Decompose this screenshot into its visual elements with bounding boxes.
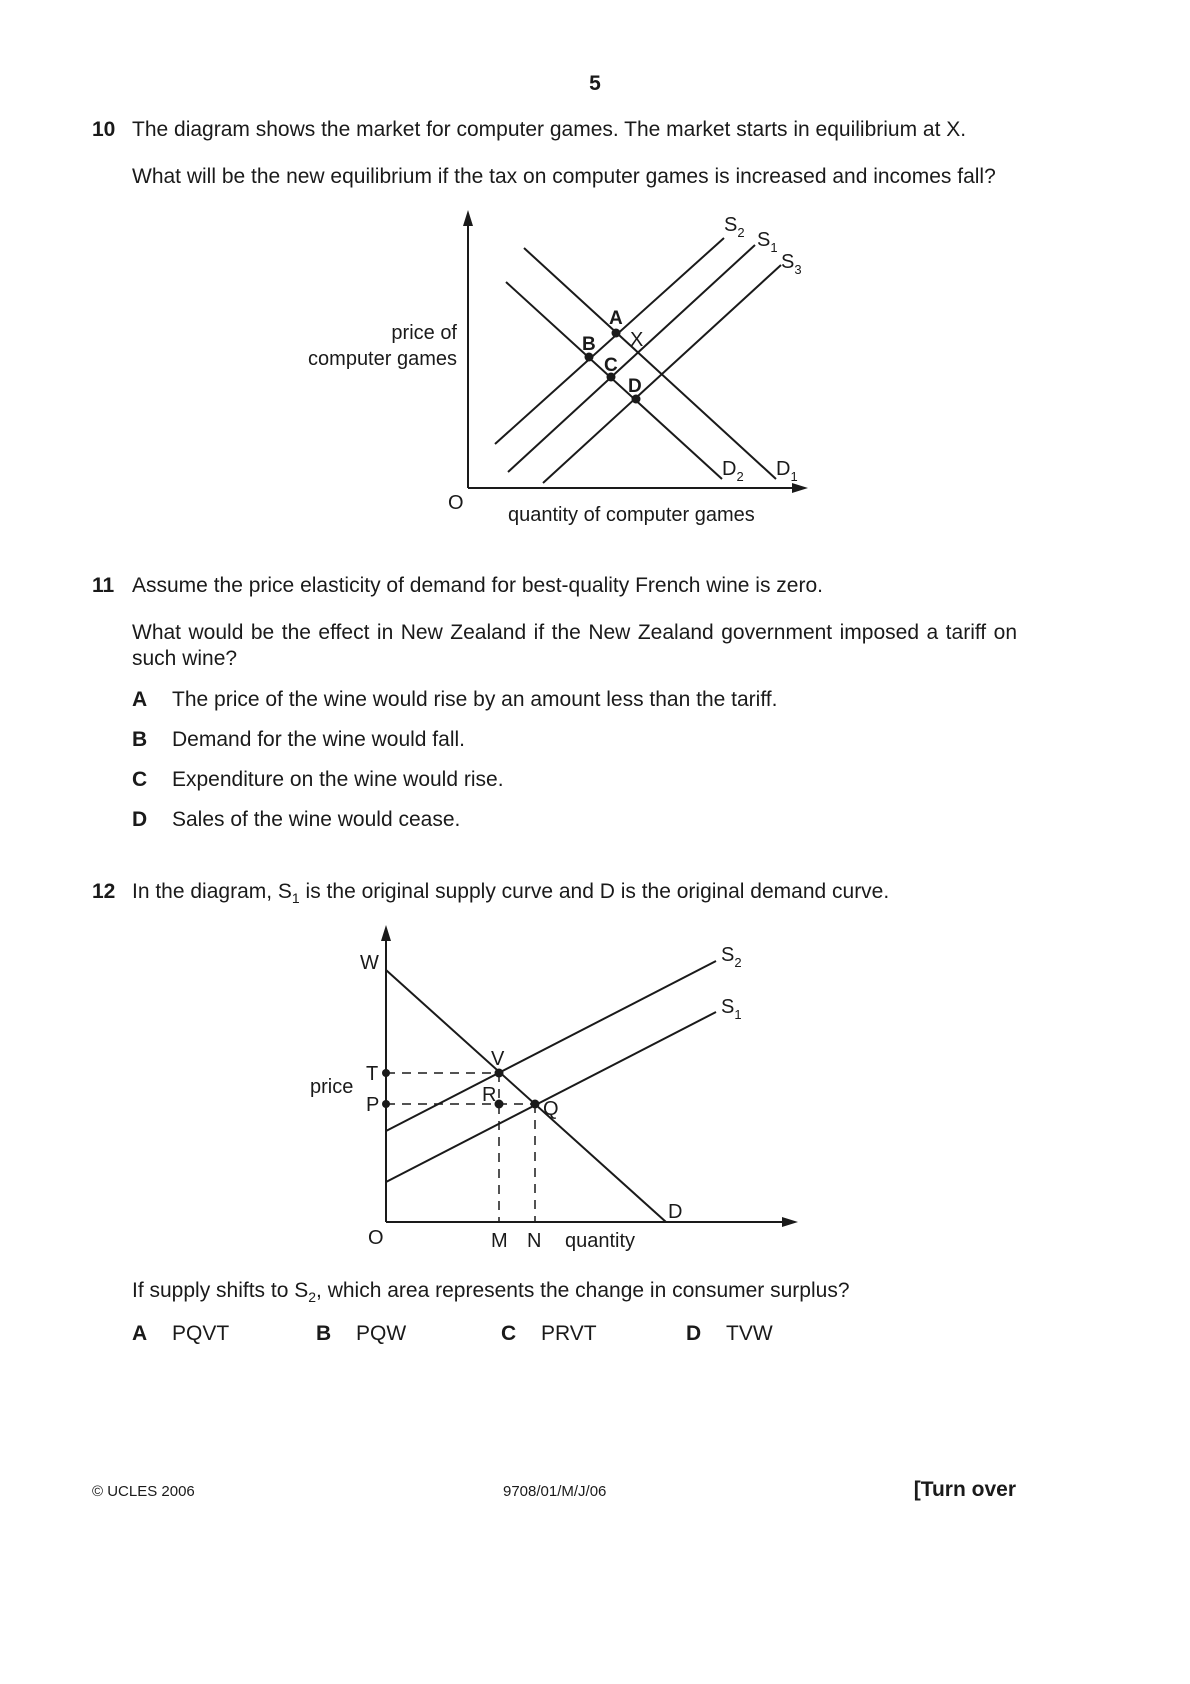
question-10-prompt: What will be the new equilibrium if the tax on computer games is increased and incomes fall? [132, 165, 996, 188]
q12-option-d-text: TVW [726, 1322, 773, 1345]
question-10-stem: The diagram shows the market for computer games. The market starts in equilibrium at X. [132, 118, 967, 141]
q12-label-q: Q [543, 1098, 559, 1120]
question-10-number: 10 [92, 118, 116, 141]
q11-option-b-text: Demand for the wine would fall. [172, 728, 465, 751]
q10-label-s2: $S_2$ [724, 214, 745, 240]
q12-y-axis-arrow [381, 925, 391, 941]
q12-label-d: D [668, 1201, 683, 1223]
q12-option-a-text: PQVT [172, 1322, 230, 1345]
q12-point-q-marker [531, 1100, 540, 1109]
q10-label-d: D [628, 376, 642, 397]
q12-curve-s1 [386, 1012, 716, 1182]
q12-label-r: R [482, 1084, 497, 1106]
q10-label-x: X [630, 329, 644, 351]
q10-label-d1: $D_1$ [776, 458, 798, 484]
q10-label-d2: $D_2$ [722, 458, 744, 484]
page-number: 5 [589, 72, 601, 95]
q12-option-b-text: PQW [356, 1322, 407, 1345]
q10-y-axis-arrow [463, 210, 473, 226]
question-12-prompt: If supply shifts to $S_2$, which area represents the change in consumer surplus? [132, 1279, 850, 1306]
q12-label-s2: $S_2$ [721, 944, 742, 970]
question-12-stem: In the diagram, $S_1$ is the original supply curve and D is the original demand curve. [132, 880, 890, 907]
q11-option-a-text: The price of the wine would rise by an amount less than the tariff. [172, 688, 778, 711]
q12-label-t: T [366, 1063, 379, 1085]
q10-y-label-line1: price of [391, 322, 457, 344]
q10-axes [468, 222, 798, 488]
q12-option-b-letter: B [316, 1322, 332, 1345]
q10-curve-s1 [508, 245, 755, 472]
question-12-number: 12 [92, 880, 116, 903]
q12-option-a-letter: A [132, 1322, 148, 1345]
q12-label-p: P [366, 1094, 380, 1116]
q12-point-p-marker [382, 1100, 390, 1108]
q12-y-label: price [310, 1076, 354, 1098]
q12-label-s1: $S_1$ [721, 996, 742, 1022]
q12-label-n: N [527, 1230, 542, 1252]
q12-origin: O [368, 1227, 384, 1249]
q11-option-c-letter: C [132, 768, 148, 791]
q12-x-label: quantity [565, 1230, 636, 1252]
q11-option-b-letter: B [132, 728, 148, 751]
q11-option-a-letter: A [132, 688, 148, 711]
q10-label-s3: $S_3$ [781, 251, 802, 277]
question-11-prompt: What would be the effect in New Zealand if the New Zealand government imposed a tariff on such wine? [132, 621, 1017, 670]
q10-label-a: A [609, 308, 623, 329]
q12-label-w: W [360, 952, 379, 974]
q11-option-c-text: Expenditure on the wine would rise. [172, 768, 504, 791]
q12-point-t-marker [382, 1069, 390, 1077]
footer-turn-over: [Turn over [913, 1478, 1016, 1501]
q10-curve-s2 [495, 238, 724, 444]
q12-option-c-letter: C [501, 1322, 517, 1345]
q12-option-c-text: PRVT [541, 1322, 597, 1345]
q10-point-a-marker [612, 329, 621, 338]
q10-curve-d1 [524, 248, 776, 479]
q12-x-axis-arrow [782, 1217, 798, 1227]
question-11-number: 11 [92, 574, 115, 597]
q10-y-label-line2: computer games [308, 348, 457, 370]
q10-x-axis-arrow [792, 483, 808, 493]
q10-origin: O [448, 492, 464, 514]
q11-option-d-letter: D [132, 808, 148, 831]
q10-label-b: B [582, 334, 596, 355]
q10-label-c: C [604, 355, 618, 376]
question-11-stem: Assume the price elasticity of demand for best-quality French wine is zero. [132, 574, 823, 597]
question-10-diagram [0, 0, 1190, 580]
footer-copyright: © UCLES 2006 [92, 1483, 195, 1500]
q10-x-label: quantity of computer games [508, 504, 755, 526]
q11-option-d-text: Sales of the wine would cease. [172, 808, 461, 831]
question-12-diagram [0, 900, 1190, 1260]
q10-label-s1: $S_1$ [757, 229, 778, 255]
q12-option-d-letter: D [686, 1322, 702, 1345]
q12-label-m: M [491, 1230, 508, 1252]
q12-label-v: V [491, 1048, 505, 1070]
footer-paper-code: 9708/01/M/J/06 [503, 1483, 607, 1500]
